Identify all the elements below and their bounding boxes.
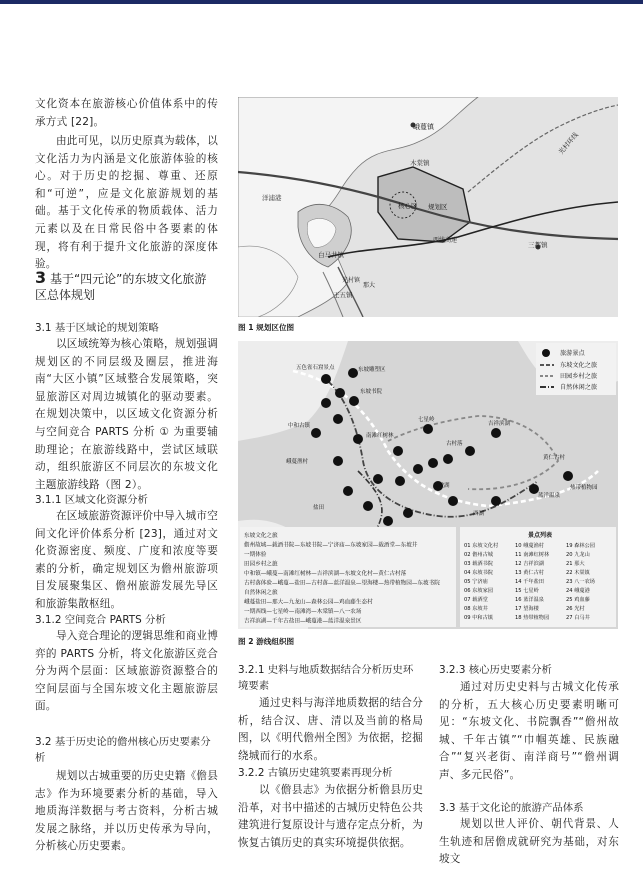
fig2-legend-3: 自然休闲之旅 xyxy=(560,384,598,391)
fig2-list-item: 11 南滩红树林 xyxy=(515,552,550,558)
paragraph-10: 规划以世人评价、朝代背景、人生轨迹和居儋成就研究为基础，对东坡文 xyxy=(439,818,619,866)
fig2-list-item: 16 蓝洋温泉 xyxy=(515,597,544,603)
top-rule xyxy=(0,0,643,4)
paragraph-5: 导入竞合理论的逻辑思维和商业博弈的 PARTS 分析，将文化旅游区竞合分为两个层面：区域旅游资源整合的空间层面与全国东坡文化主题旅游层面。 xyxy=(35,630,218,713)
fig1-label-xiqing: 西线高速 xyxy=(433,237,458,244)
figure-1-caption: 图 1 规划区位图 xyxy=(238,323,295,332)
fig1-label-guangcun: 光村镇 xyxy=(342,277,361,284)
fig1-label-core: 核心区 xyxy=(398,202,418,210)
paragraph-6: 规划以古城重要的历史史籍《儋县志》作为环境要素分析的基础，导入地质海洋数据与考古资料，分析古城发展之脉络，并以历史传承为导向，分析核心历史要素。 xyxy=(35,770,218,853)
fig2-list-item: 07 载酒堂 xyxy=(464,597,488,603)
fig2-place-a: 五色雀石窟景点 xyxy=(296,365,335,371)
fig2-place-b: 东坡雕塑区 xyxy=(358,367,386,373)
fig2-list-item: 24 峨蔓港 xyxy=(566,588,590,594)
fig1-label-plan: 规划区 xyxy=(428,203,448,211)
fig2-list-item: 02 儋州古城 xyxy=(464,552,493,558)
fig2-list-item: 06 东坡家园 xyxy=(464,588,493,594)
fig2-legend-1: 东坡文化之旅 xyxy=(560,362,598,369)
paragraph-8: 以《儋县志》为依据分析儋县历史沿革，对书中描述的古城历史特色公共建筑进行复原设计与遗存定点分析，为恢复古镇历史的真实环境提供依据。 xyxy=(238,784,423,849)
fig2-list-item: 05 宁济庙 xyxy=(464,579,488,585)
fig2-route-line: 儋州故城—载酒书院—东坡书院—宁济庙—东坡家园—载酒堂—东坡井 xyxy=(244,542,418,549)
fig2-place-p: 热带植物园 xyxy=(570,485,598,491)
fig2-list-item: 15 七星岭 xyxy=(515,588,539,594)
paragraph-9: 通过对历史史料与古城文化传承的分析，五大核心历史要素明晰可见：“东坡文化、书院飘香”“儋州故城、千年古镇”“巾帼英雄、民族融合”“复兴老街、南洋商号”“儋州调声、多元民俗”。 xyxy=(439,681,619,781)
paragraph-7: 通过史料与海洋地质数据的结合分析，结合汉、唐、清以及当前的格局图，以《明代儋州全图》为依据，挖掘绕城而行的水系。 xyxy=(238,697,423,762)
fig2-place-k: 盐田 xyxy=(313,505,325,511)
fig2-list-item: 27 白马井 xyxy=(566,615,590,621)
fig2-list-item: 21 那大 xyxy=(566,561,585,567)
fig1-label-sanduo: 三都镇 xyxy=(528,241,548,249)
fig2-place-f: 七星岭 xyxy=(418,417,435,423)
heading-3-1: 3.1 基于区域论的规划策略 xyxy=(35,322,159,334)
figure-2-route-map xyxy=(238,341,618,629)
paragraph-1: 文化资本在旅游核心价值体系中的传承方式 [22]。 xyxy=(35,98,218,128)
fig2-list-item: 08 东坡井 xyxy=(464,606,488,612)
fig2-list-item: 26 光村 xyxy=(566,606,585,612)
fig2-place-m: 东坡湖 xyxy=(433,483,450,489)
heading-3-2-2: 3.2.2 古镇历史建筑要素再现分析 xyxy=(238,767,393,779)
section-3-title: 基于“四元论”的东坡文化旅游区总体规划 xyxy=(35,272,207,302)
section-3-heading xyxy=(35,270,218,303)
heading-3-2: 3.2 基于历史论的儋州核心历史要素分析 xyxy=(35,736,211,764)
fig2-list-item: 17 望海楼 xyxy=(515,606,539,612)
fig2-list-item: 20 九龙山 xyxy=(566,552,590,558)
figure-2-caption: 图 2 游线组织图 xyxy=(238,637,295,646)
figure-1-map xyxy=(238,97,618,317)
fig2-place-i: 古村落 xyxy=(446,441,463,447)
fig2-list-item: 22 木棠镇 xyxy=(566,570,590,576)
fig2-place-o: 蓝洋温泉 xyxy=(538,493,561,499)
fig2-place-g: 吉祥滨湖 xyxy=(488,421,511,427)
fig1-label-nada: 那大 xyxy=(363,282,376,289)
fig2-route-line: 一期体验 xyxy=(244,552,267,558)
fig2-place-n: 西湖 xyxy=(473,511,485,517)
fig1-label-yangpu: 洋浦港 xyxy=(262,194,282,202)
heading-3-1-1: 3.1.1 区域文化资源分析 xyxy=(35,494,148,506)
fig2-list-item: 23 八一农场 xyxy=(566,579,595,585)
fig2-place-d: 中和古镇 xyxy=(288,423,311,429)
paragraph-3: 以区域统筹为核心策略，规划强调规划区的不同层级及圈层，推进海南“大区小镇”区域整合发展策略，突显旅游区对周边城镇化的驱动要素。在规划决策中，以区域文化资源分析与空间竞合 PARTS 分析 ① 为重要辅助理论；在旅游线路中，尝试区域联动，组织旅游区不同层次的东坡文化主题旅游线路（图 2）。 xyxy=(35,338,218,491)
fig1-label-wangwu: 王五镇 xyxy=(333,291,353,299)
paragraph-4: 在区域旅游资源评价中导入城市空间文化评价体系分析 [23]，通过对文化资源密度、频度、广度和浓度等要素的分析，确定规划区为儋州旅游项目发展聚集区、儋州旅游发展先导区和旅游集散枢纽。 xyxy=(35,510,218,610)
fig2-list-title: 景点列表 xyxy=(528,532,553,539)
fig2-route-line: 吉祥滨湖—千年古盐田—峨蔓港—蓝洋温泉景区 xyxy=(244,618,362,625)
fig2-list-item: 04 东坡书院 xyxy=(464,570,493,576)
heading-3-3: 3.3 基于文化论的旅游产品体系 xyxy=(439,802,584,814)
fig2-route-line: 峨蔓盐田—那大—九龙山—森林公园—鸡血藤生态村 xyxy=(244,599,373,606)
fig2-legend-2: 田园乡村之旅 xyxy=(560,373,598,380)
fig2-list-item: 09 中和古镇 xyxy=(464,615,493,621)
fig2-list-item: 01 东坡文化村 xyxy=(464,543,499,549)
fig2-place-c: 东坡书院 xyxy=(360,389,383,395)
fig2-list-item: 12 吉祥滨湖 xyxy=(515,561,544,567)
fig2-place-e: 南滩红树林 xyxy=(366,433,394,439)
heading-3-1-2: 3.1.2 空间竞合 PARTS 分析 xyxy=(35,614,166,626)
fig2-route-line: 古村落体验—峨蔓—盐田—古村落—蓝洋温泉—望海楼—热带植物园—东坡书院 xyxy=(244,580,440,587)
section-3-number: 3 xyxy=(35,268,47,287)
fig2-legend-0: 旅游景点 xyxy=(560,350,585,357)
fig2-route-line: 田园乡村之旅 xyxy=(244,561,278,568)
fig2-route-line: 自然休闲之旅 xyxy=(244,590,278,596)
fig2-route-line: 中和镇—峨蔓—南滩红树林—吉祥滨湖—东坡文化村—黄仁古村落 xyxy=(244,571,407,577)
fig1-label-baima: 白马井镇 xyxy=(318,251,344,259)
heading-3-2-1: 3.2.1 史料与地质数据结合分析历史环境要素 xyxy=(238,664,414,692)
fig2-list-item: 25 鸡血藤 xyxy=(566,597,590,603)
heading-3-2-3: 3.2.3 核心历史要素分析 xyxy=(439,664,552,676)
fig1-label-highway: 光村环线 xyxy=(556,130,580,156)
fig1-label-town-n: 峨蔓镇 xyxy=(413,123,434,131)
fig2-list-item: 13 黄仁古村 xyxy=(515,570,544,576)
fig2-route-line: 一期西线—七星岭—南滩湾—木棠镇—八一农场 xyxy=(244,609,362,615)
fig2-list-item: 18 热带植物园 xyxy=(515,615,550,621)
fig2-route-line: 东坡文化之旅 xyxy=(244,533,278,539)
fig2-list-item: 10 峨蔓渔村 xyxy=(515,543,544,549)
fig1-label-muting: 木棠镇 xyxy=(410,159,430,167)
fig2-list-item: 03 载酒书院 xyxy=(464,561,493,567)
fig2-place-h: 峨蔓渔村 xyxy=(286,459,309,465)
paragraph-2: 由此可见，以历史原真为载体，以文化活力为内涵是文化旅游体验的核心。对于历史的挖掘、尊重、还原和“可逆”，应是文化旅游规划的基础。基于文化传承的物质载体、活力元素以及在日常民俗中各要素的体现，将有利于提升文化旅游的深度体验。 xyxy=(35,135,218,271)
fig2-place-j: 黄仁古村 xyxy=(543,455,566,461)
fig2-list-item: 19 森林公园 xyxy=(566,543,595,549)
fig2-list-item: 14 千年盐田 xyxy=(515,579,544,585)
